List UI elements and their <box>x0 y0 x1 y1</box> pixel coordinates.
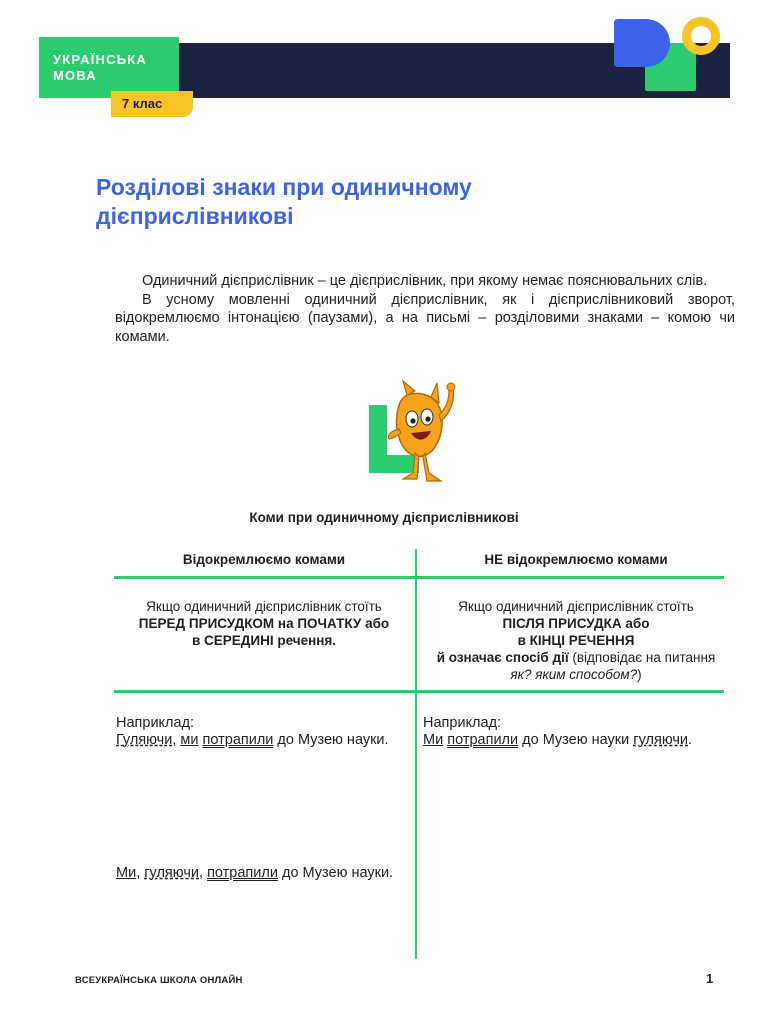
rule-not-separate-tail-1: (відповідає на питання <box>568 650 716 665</box>
rule-not-separate-question: як? яким способом? <box>510 667 638 682</box>
page-title: Розділові знаки при одиничному дієприслівникові <box>96 174 472 229</box>
logo-yellow-ring <box>682 17 720 55</box>
sentence-rest: до Музею науки. <box>277 865 394 881</box>
footer-school-name: ВСЕУКРАЇНСЬКА ШКОЛА ОНЛАЙН <box>75 975 243 986</box>
comma: , <box>172 732 181 748</box>
sentence-middle: до Музею науки <box>518 732 634 748</box>
predicate-word: потрапили <box>447 732 519 748</box>
subject-badge <box>39 37 179 98</box>
adverbial-participle: гуляючи <box>144 865 199 881</box>
adverbial-participle: гуляючи <box>633 732 689 748</box>
example-sentence <box>423 732 731 749</box>
rule-separate <box>114 598 414 649</box>
intro-text <box>115 272 735 346</box>
comma: , <box>199 865 208 881</box>
period: . <box>688 732 693 748</box>
rule-separate-lead: Якщо одиничний дієприслівник стоїть <box>146 599 382 614</box>
mascot-illustration <box>367 373 463 485</box>
subject-line-1: УКРАЇНСЬКА <box>53 52 147 67</box>
example-sentence <box>116 865 412 882</box>
predicate-word: потрапили <box>207 865 278 881</box>
rule-not-separate-emphasis-3: й означає спосіб дії <box>436 650 569 665</box>
rule-not-separate-line-4 <box>426 649 726 683</box>
mascot-body <box>397 393 443 456</box>
grade-badge: 7 клас <box>111 91 193 117</box>
predicate-word: потрапили <box>202 732 274 748</box>
mascot-arm-up <box>439 389 454 421</box>
adverbial-participle: Гуляючи <box>116 732 173 748</box>
comma: , <box>136 865 145 881</box>
column-header-separate: Відокремлюємо комами <box>182 552 346 567</box>
mascot-pupil-right <box>425 416 430 421</box>
example-sentence <box>116 732 412 749</box>
rule-separate-emphasis-2: в СЕРЕДИНІ речення. <box>191 633 337 648</box>
table-divider-top <box>114 576 724 579</box>
mascot-hand <box>447 383 455 391</box>
intro-paragraph-1: Одиничний дієприслівник – це дієприслівник, при якому немає пояснювальних слів. <box>142 273 708 289</box>
rule-not-separate-tail-2: ) <box>637 667 642 682</box>
rule-not-separate-emphasis-2: в КІНЦІ РЕЧЕННЯ <box>517 633 635 648</box>
logo-blue-b <box>614 19 670 67</box>
subject-line-2: МОВА <box>53 68 97 83</box>
subject-word: Ми <box>116 865 137 881</box>
example-label: Наприклад: <box>423 715 502 731</box>
mascot-leg-right <box>423 453 441 481</box>
page-number: 1 <box>706 971 714 986</box>
intro-paragraph-2: В усному мовленні одиничний дієприслівник, як і дієприслівниковий зворот, відокремлюємо інтонацією (паузами), а на письмі – розділовими знаками – комою чи комами. <box>115 291 735 345</box>
table-divider-middle <box>114 690 724 693</box>
subject-word: ми <box>180 732 199 748</box>
table-divider-vertical <box>415 549 417 959</box>
school-logo <box>614 15 734 95</box>
example-separate-beginning <box>116 715 412 749</box>
subject-word: Ми <box>423 732 444 748</box>
example-label: Наприклад: <box>116 715 195 731</box>
table-title: Коми при одиничному дієприслівникові <box>249 510 519 525</box>
rule-not-separate-emphasis-1: ПІСЛЯ ПРИСУДКА або <box>502 616 650 631</box>
rule-not-separate <box>426 598 726 683</box>
rule-separate-emphasis-1: ПЕРЕД ПРИСУДКОМ на ПОЧАТКУ або <box>138 616 390 631</box>
sentence-rest: до Музею науки. <box>273 732 389 748</box>
column-header-not-separate: НЕ відокремлюємо комами <box>484 552 668 567</box>
rule-not-separate-lead: Якщо одиничний дієприслівник стоїть <box>458 599 694 614</box>
example-not-separate-end <box>423 715 731 749</box>
mascot-pupil-left <box>410 418 415 423</box>
example-separate-middle <box>116 865 412 882</box>
